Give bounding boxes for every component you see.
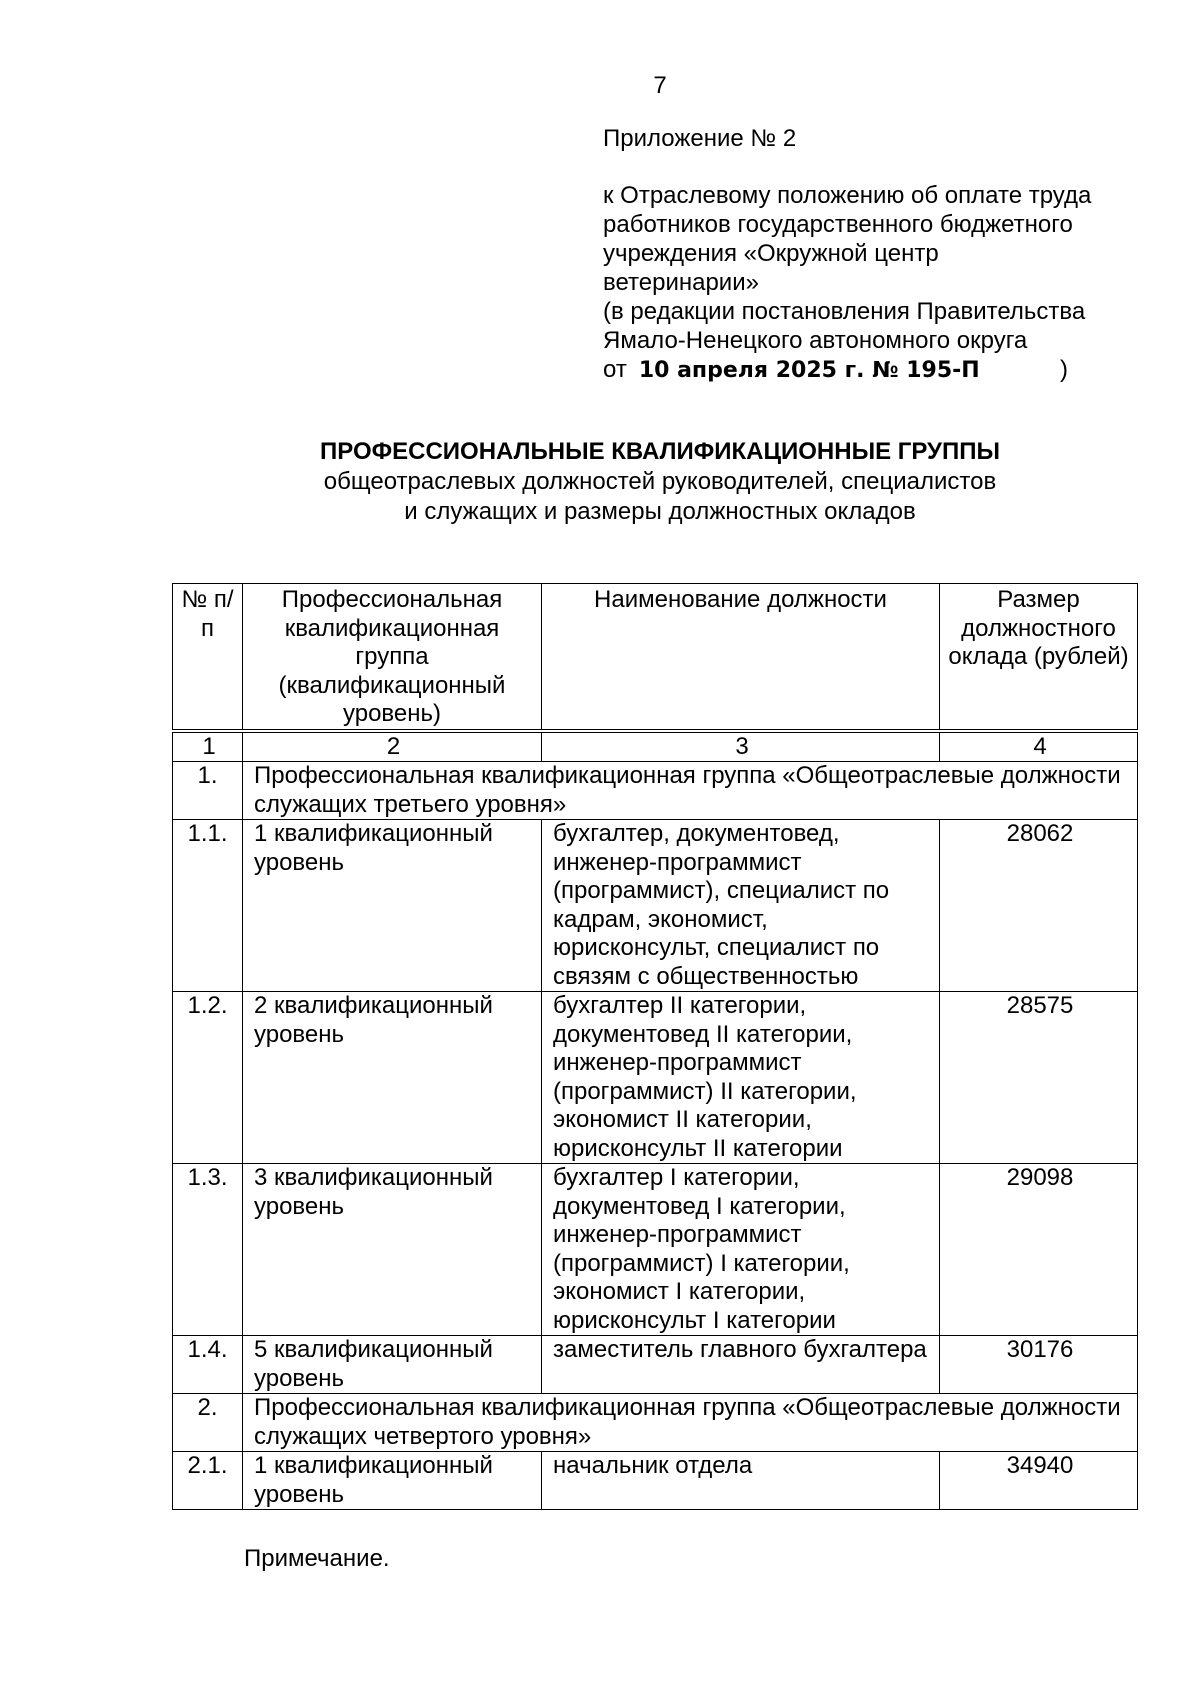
group-row — [173, 1394, 1138, 1452]
header-qualification-group: Профессиональная квалификационная группа (квалификационный уровень) — [243, 584, 542, 731]
row-level: 5 квалификационный уровень — [243, 1336, 542, 1394]
date-close-paren: ) — [1060, 356, 1068, 383]
appendix-line: к Отраслевому положению об оплате труда — [603, 182, 1092, 209]
column-number: 4 — [940, 731, 1138, 762]
table-row — [173, 1164, 1138, 1336]
heading-subtitle-line: общеотраслевых должностей руководителей, специалистов — [323, 468, 997, 495]
heading-subtitle-line: и служащих и размеры должностных окладов — [404, 498, 916, 525]
table-row — [173, 992, 1138, 1164]
header-number: № п/п — [173, 584, 243, 731]
row-number: 1.1. — [173, 820, 243, 992]
row-positions: бухгалтер II категории, документовед II категории, инженер-программист (программист) II категории, экономист II категории, юрисконсульт II категории — [542, 992, 940, 1164]
appendix-line: ветеринарии» — [603, 269, 759, 296]
appendix-line: учреждения «Окружной центр — [603, 240, 939, 267]
row-salary: 28575 — [940, 992, 1138, 1164]
row-level: 3 квалификационный уровень — [243, 1164, 542, 1336]
document-heading — [0, 437, 1200, 527]
page-number: 7 — [653, 72, 667, 99]
group-number: 2. — [173, 1394, 243, 1452]
column-number: 1 — [173, 731, 243, 762]
appendix-line: (в редакции постановления Правительства — [603, 298, 1086, 325]
group-title: Профессиональная квалификационная группа «Общеотраслевые должности служащих третьего уровня» — [243, 762, 1138, 820]
table-row — [173, 1452, 1138, 1510]
resolution-date-line — [603, 355, 1091, 385]
row-number: 1.4. — [173, 1336, 243, 1394]
group-row — [173, 762, 1138, 820]
table-row — [173, 820, 1138, 992]
table-header-row — [173, 584, 1138, 731]
row-positions: заместитель главного бухгалтера — [542, 1336, 940, 1394]
appendix-block — [603, 124, 1091, 385]
group-title: Профессиональная квалификационная группа «Общеотраслевые должности служащих четвертого уровня» — [243, 1394, 1138, 1452]
row-positions: бухгалтер I категории, документовед I категории, инженер-программист (программист) I категории, экономист I категории, юрисконсульт I категории — [542, 1164, 940, 1336]
row-level: 1 квалификационный уровень — [243, 820, 542, 992]
row-level: 2 квалификационный уровень — [243, 992, 542, 1164]
column-number: 2 — [243, 731, 542, 762]
salary-table — [172, 583, 1138, 1510]
row-level: 1 квалификационный уровень — [243, 1452, 542, 1510]
table-row — [173, 1336, 1138, 1394]
row-number: 1.3. — [173, 1164, 243, 1336]
appendix-line: Ямало-Ненецкого автономного округа — [603, 327, 1028, 354]
row-number: 2.1. — [173, 1452, 243, 1510]
column-number: 3 — [542, 731, 940, 762]
header-salary: Размер должностного оклада (рублей) — [940, 584, 1138, 731]
row-salary: 28062 — [940, 820, 1138, 992]
row-salary: 29098 — [940, 1164, 1138, 1336]
group-number: 1. — [173, 762, 243, 820]
appendix-line: работников государственного бюджетного — [603, 211, 1073, 238]
row-salary: 34940 — [940, 1452, 1138, 1510]
row-positions: начальник отдела — [542, 1452, 940, 1510]
header-position-name: Наименование должности — [542, 584, 940, 731]
date-prefix: от — [603, 356, 627, 383]
resolution-date: 10 апреля 2025 г. № 195-П — [638, 358, 980, 383]
row-number: 1.2. — [173, 992, 243, 1164]
column-number-row — [173, 731, 1138, 762]
note-label: Примечание. — [244, 1545, 390, 1572]
row-salary: 30176 — [940, 1336, 1138, 1394]
heading-title: ПРОФЕССИОНАЛЬНЫЕ КВАЛИФИКАЦИОННЫЕ ГРУППЫ — [320, 438, 1000, 465]
appendix-title: Приложение № 2 — [603, 125, 797, 152]
row-positions: бухгалтер, документовед, инженер-программист (программист), специалист по кадрам, экономист, юрисконсульт, специалист по связям с общественностью — [542, 820, 940, 992]
